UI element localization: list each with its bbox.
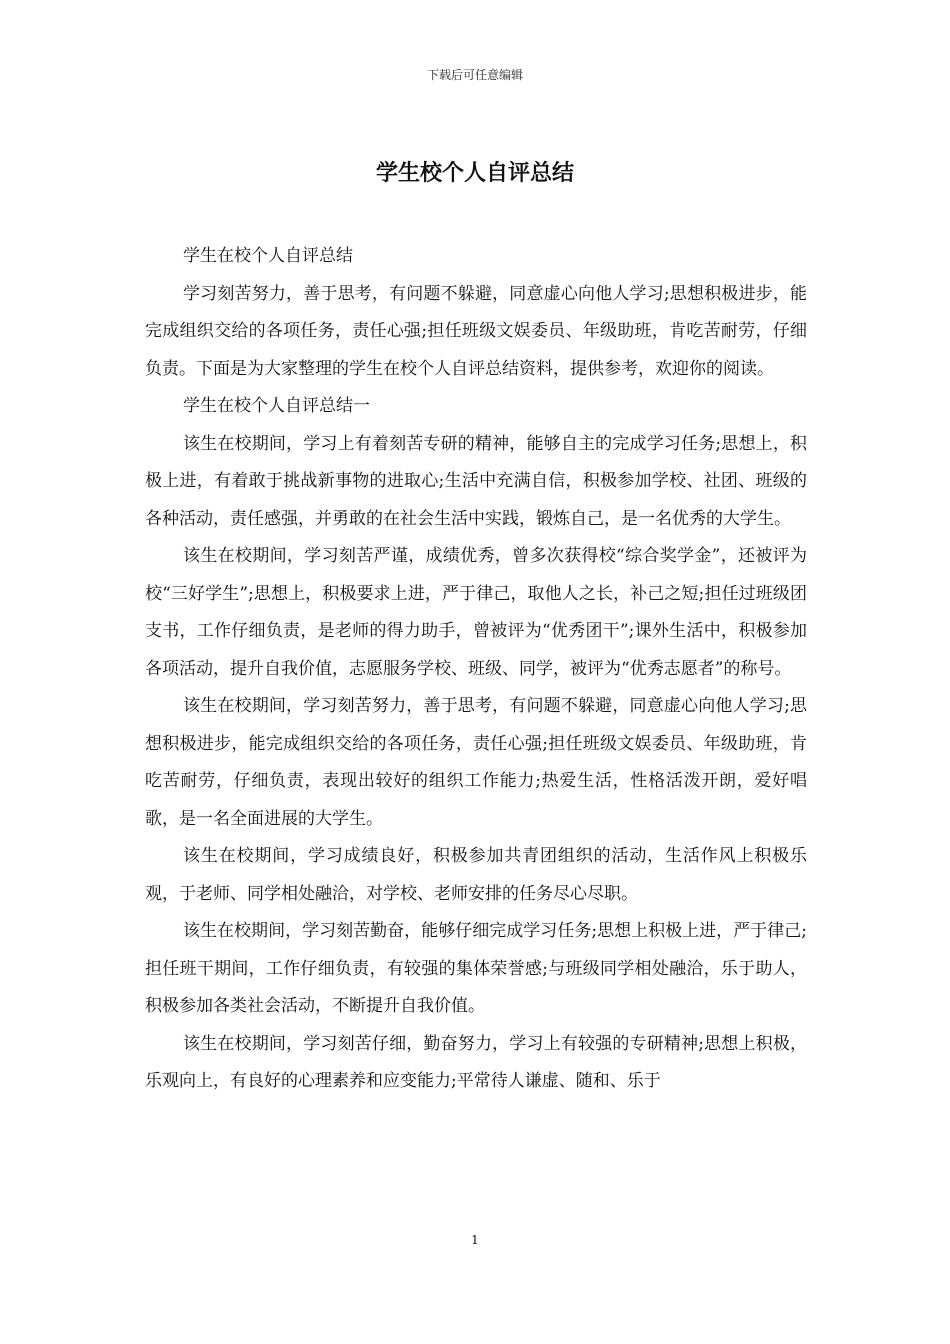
page-number: 1 — [471, 1233, 479, 1247]
paragraph: 该生在校期间，学习刻苦严谨，成绩优秀，曾多次获得校“综合奖学金”，还被评为校“三好学生”;思想上，积极要求上进，严于律己，取他人之长，补己之短;担任过班级团支书，工作仔细负责，是老师的得力助手，曾被评为“优秀团干”;课外生活中，积极参加各项活动，提升自我价值，志愿服务学校、班级、同学，被评为“优秀志愿者”的称号。 — [145, 546, 807, 679]
paragraph: 该生在校期间，学习刻苦努力，善于思考，有问题不躲避，同意虚心向他人学习;思想积极进步，能完成组织交给的各项任务，责任心强;担任班级文娱委员、年级助班，肯吃苦耐劳，仔细负责，表现出较好的组织工作能力;热爱生活，性格活泼开朗，爱好唱歌，是一名全面进展的大学生。 — [145, 696, 807, 829]
paragraph: 学习刻苦努力，善于思考，有问题不躲避，同意虚心向他人学习;思想积极进步，能完成组织交给的各项任务，责任心强;担任班级文娱委员、年级助班，肯吃苦耐劳，仔细负责。下面是为大家整理的学生在校个人自评总结资料，提供参考，欢迎你的阅读。 — [145, 283, 807, 379]
document-body — [145, 238, 807, 1101]
document-title: 学生校个人自评总结 — [375, 160, 574, 186]
paragraph: 学生在校个人自评总结 — [183, 246, 353, 266]
paragraph: 该生在校期间，学习刻苦仔细，勤奋努力，学习上有较强的专研精神;思想上积极，乐观向上，有良好的心理素养和应变能力;平常待人谦虚、随和、乐于 — [145, 1033, 807, 1091]
paragraph: 该生在校期间，学习刻苦勤奋，能够仔细完成学习任务;思想上积极上进，严于律己;担任班干期间，工作仔细负责，有较强的集体荣誉感;与班级同学相处融洽，乐于助人，积极参加各类社会活动，不断提升自我价值。 — [145, 921, 807, 1016]
paragraph: 学生在校个人自评总结一 — [183, 396, 370, 416]
page-header: 下载后可任意编辑 — [426, 68, 523, 82]
paragraph: 该生在校期间，学习上有着刻苦专研的精神，能够自主的完成学习任务;思想上，积极上进，有着敢于挑战新事物的进取心;生活中充满自信，积极参加学校、社团、班级的各种活动，责任感强，并勇敢的在社会生活中实践，锻炼自己，是一名优秀的大学生。 — [145, 433, 807, 529]
paragraph: 该生在校期间，学习成绩良好，积极参加共青团组织的活动，生活作风上积极乐观，于老师、同学相处融洽，对学校、老师安排的任务尽心尽职。 — [145, 846, 807, 904]
